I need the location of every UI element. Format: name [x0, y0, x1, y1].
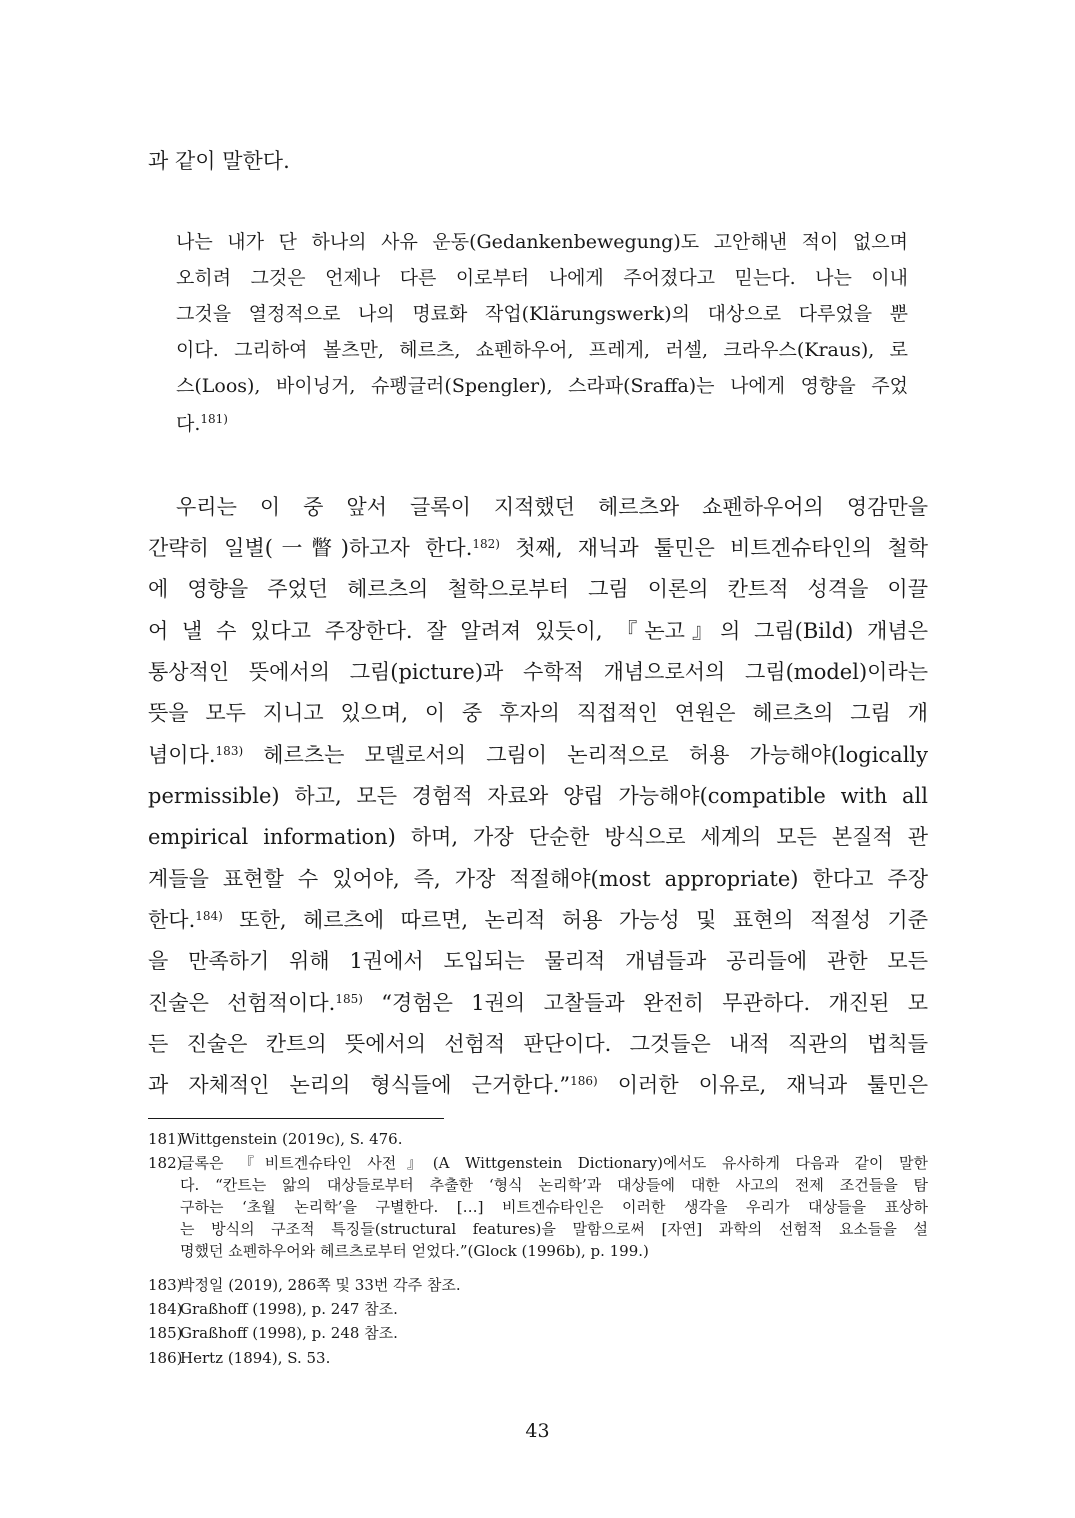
body-line: 계들을 표현할 수 있어야, 즉, 가장 적절해야(most appropriate) 한다고 주장	[148, 867, 928, 891]
body-text: 진술은 선험적이다.	[148, 991, 336, 1015]
body-line	[148, 529, 928, 567]
footnote-text	[180, 1152, 928, 1262]
quote-line-text: 다.	[176, 413, 201, 435]
footnote-line: 다. “칸트는 앎의 대상들로부터 추출한 ‘형식 논리학’과 대상들에 대한 사고의 전제 조건들을 탐	[180, 1176, 928, 1194]
quote-line: 이다. 그리하여 볼츠만, 헤르츠, 쇼펜하우어, 프레게, 러셀, 크라우스(Kraus), 로	[176, 339, 908, 361]
footnote-ref-183[interactable]: 183)	[215, 744, 244, 758]
footnote-separator	[148, 1118, 444, 1119]
body-line: 통상적인 뜻에서의 그림(picture)과 수학적 개념으로서의 그림(model)이라는	[148, 660, 928, 684]
footnote-number: 184)	[148, 1300, 183, 1318]
body-line: 든 진술은 칸트의 뜻에서의 선험적 판단이다. 그것들은 내적 직관의 법칙들	[148, 1032, 928, 1056]
footnote-line: 명했던 쇼펜하우어와 헤르츠로부터 얻었다.”(Glock (1996b), p. 199.)	[180, 1242, 649, 1260]
body-line	[148, 736, 928, 774]
footnote-line: 박정일 (2019), 286쪽 및 33번 각주 참조.	[180, 1276, 461, 1294]
body-line: 을 만족하기 위해 1권에서 도입되는 물리적 개념들과 공리들에 관한 모든	[148, 949, 928, 973]
body-text: 이러한 이유로, 재닉과 툴민은	[597, 1073, 928, 1097]
quote-line	[176, 406, 908, 442]
footnote-ref-182[interactable]: 182)	[472, 537, 500, 551]
body-line: 에 영향을 주었던 헤르츠의 철학으로부터 그림 이론의 칸트적 성격을 이끌	[148, 577, 928, 601]
body-text: 간략히 일별(一瞥)하고자 한다.	[148, 536, 473, 560]
footnote-ref-186[interactable]: 186)	[570, 1074, 598, 1088]
footnote-number: 183)	[148, 1276, 183, 1294]
body-text: 과 자체적인 논리의 형식들에 근거한다.”	[148, 1073, 571, 1097]
footnote-line: Graßhoff (1998), p. 247 참조.	[180, 1300, 398, 1318]
footnote-text	[180, 1347, 928, 1369]
footnote-185	[148, 1322, 928, 1344]
quote-line: 그것을 열정적으로 나의 명료화 작업(Klärungswerk)의 대상으로 다루었을 뿐	[176, 303, 908, 325]
footnote-number: 186)	[148, 1349, 183, 1367]
body-text: 헤르츠는 모델로서의 그림이 논리적으로 허용 가능해야(logically	[243, 743, 928, 767]
footnote-text	[180, 1298, 928, 1320]
body-line: 우리는 이 중 앞서 글록이 지적했던 헤르츠와 쇼펜하우어의 영감만을	[176, 495, 928, 519]
footnote-183	[148, 1274, 928, 1296]
body-line	[148, 984, 928, 1022]
body-text: 첫째, 재닉과 툴민은 비트겐슈타인의 철학	[499, 536, 928, 560]
footnote-line: 글록은 『비트겐슈타인 사전』(A Wittgenstein Dictionary)에서도 유사하게 다음과 같이 말한	[180, 1154, 928, 1172]
body-text: 념이다.	[148, 743, 216, 767]
footnote-line: 구하는 ‘초월 논리학’을 구별한다. […] 비트겐슈타인은 이러한 생각을 우리가 대상들을 표상하	[180, 1198, 928, 1216]
footnote-ref-185[interactable]: 185)	[335, 992, 363, 1006]
body-line: 어 낼 수 있다고 주장한다. 잘 알려져 있듯이, 『논고』의 그림(Bild) 개념은	[148, 619, 928, 643]
footnote-182	[148, 1152, 928, 1262]
body-text: “경험은 1권의 고찰들과 완전히 무관하다. 개진된 모	[362, 991, 929, 1015]
footnote-ref-181[interactable]: 181)	[200, 412, 228, 426]
body-text: 또한, 헤르츠에 따르면, 논리적 허용 가능성 및 표현의 적절성 기준	[222, 908, 928, 932]
footnote-text	[180, 1274, 928, 1296]
body-line: permissible) 하고, 모든 경험적 자료와 양립 가능해야(compatible with all	[148, 784, 928, 808]
footnote-text	[180, 1322, 928, 1344]
footnote-line: Graßhoff (1998), p. 248 참조.	[180, 1324, 398, 1342]
footnote-line: Wittgenstein (2019c), S. 476.	[180, 1130, 403, 1148]
lead-in-text: 과 같이 말한다.	[148, 149, 290, 173]
footnote-text	[180, 1128, 928, 1150]
footnote-number: 182)	[148, 1154, 183, 1172]
body-line	[148, 1066, 928, 1104]
quote-line: 스(Loos), 바이닝거, 슈펭글러(Spengler), 스라파(Sraffa)는 나에게 영향을 주었	[176, 375, 908, 397]
footnote-line: 는 방식의 구조적 특징들(structural features)을 말함으로써 [자연] 과학의 선험적 요소들을 설	[180, 1220, 928, 1238]
body-line: 뜻을 모두 지니고 있으며, 이 중 후자의 직접적인 연원은 헤르츠의 그림 개	[148, 701, 928, 725]
body-line: empirical information) 하며, 가장 단순한 방식으로 세계의 모든 본질적 관	[148, 825, 928, 849]
body-line	[148, 901, 928, 939]
footnote-184	[148, 1298, 928, 1320]
quote-line: 오히려 그것은 언제나 다른 이로부터 나에게 주어졌다고 믿는다. 나는 이내	[176, 267, 908, 289]
page-number: 43	[525, 1420, 550, 1442]
footnote-ref-184[interactable]: 184)	[195, 909, 223, 923]
quote-line: 나는 내가 단 하나의 사유 운동(Gedankenbewegung)도 고안해낸 적이 없으며	[176, 231, 908, 253]
footnote-181	[148, 1128, 928, 1150]
footnote-line: Hertz (1894), S. 53.	[180, 1349, 331, 1367]
footnote-number: 181)	[148, 1130, 183, 1148]
footnote-number: 185)	[148, 1324, 183, 1342]
footnote-186	[148, 1347, 928, 1369]
body-text: 한다.	[148, 908, 196, 932]
